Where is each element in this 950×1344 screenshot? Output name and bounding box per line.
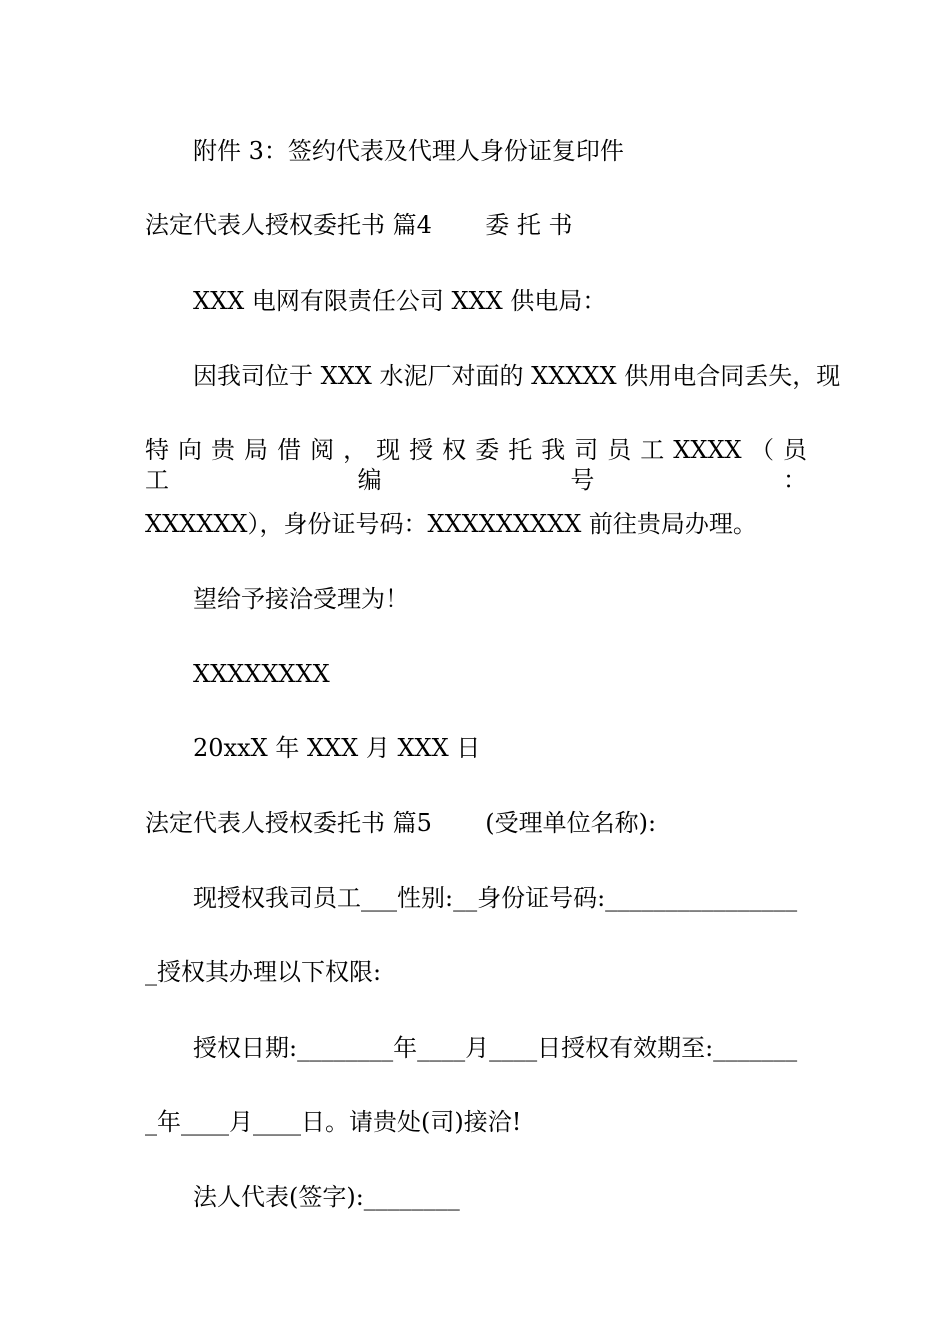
addressee-line: XXX 电网有限责任公司 XXX 供电局： <box>193 287 607 315</box>
body-paragraph-line-3: XXXXXX），身份证号码：XXXXXXXXX 前往贵局办理。 <box>145 510 757 538</box>
date-line: 20xxX 年 XXX 月 XXX 日 <box>193 734 481 762</box>
legal-representative-signature-line: 法人代表(签字):________ <box>193 1183 460 1211</box>
section-heading-5: 法定代表人授权委托书 篇5 (受理单位名称): <box>145 809 657 837</box>
authorization-line-1: 现授权我司员工___性别:__身份证号码:________________ <box>193 884 798 912</box>
authorization-line-2: _授权其办理以下权限: <box>145 958 382 986</box>
attachment-line: 附件 3：签约代表及代理人身份证复印件 <box>193 137 624 165</box>
authorization-date-line-2: _年____月____日。请贵处(司)接洽! <box>145 1108 522 1136</box>
section-heading-4: 法定代表人授权委托书 篇4 委 托 书 <box>145 211 573 239</box>
signer-name-line: XXXXXXXX <box>193 660 330 688</box>
authorization-date-line-1: 授权日期:________年____月____日授权有效期至:_______ <box>193 1034 798 1062</box>
body-paragraph-line-2: 特 向 贵 局 借 阅 ， 现 授 权 委 托 我 司 员 工 XXXX （ 员 工 编 号 ： <box>145 436 807 494</box>
closing-request-line: 望给予接洽受理为！ <box>193 585 409 613</box>
body-paragraph-line-1: 因我司位于 XXX 水泥厂对面的 XXXXX 供用电合同丢失，现 <box>193 362 841 390</box>
